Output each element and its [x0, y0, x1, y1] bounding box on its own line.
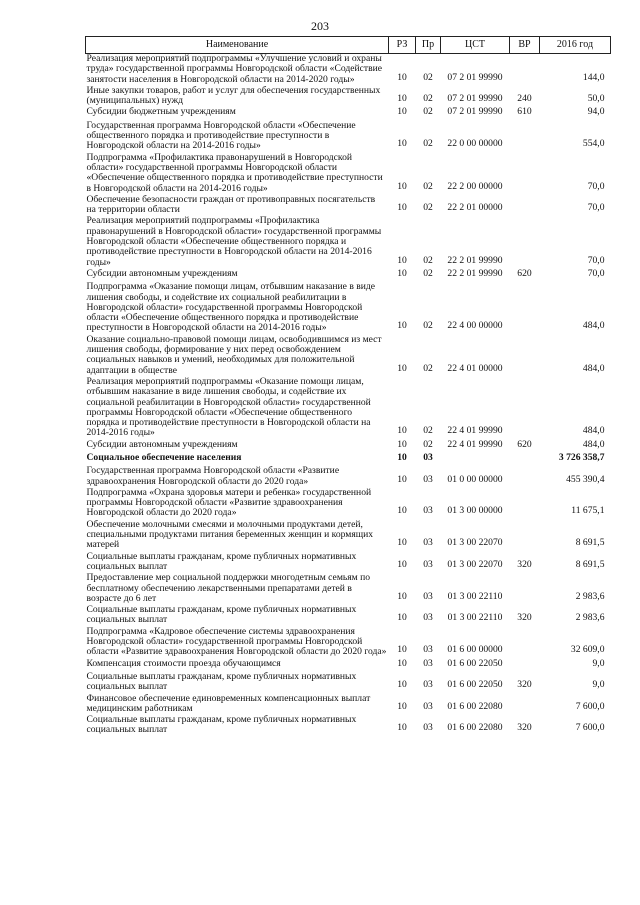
row-pr: 03 [423, 558, 433, 570]
row-vr: 610 [517, 106, 532, 118]
row-pr: 03 [423, 537, 433, 549]
table-row [86, 195, 611, 217]
table-row [86, 377, 611, 440]
row-pr: 03 [423, 657, 433, 669]
row-amount: 70,0 [587, 254, 605, 266]
table-row [86, 488, 611, 520]
row-pr: 03 [423, 644, 433, 656]
row-name: Социальные выплаты гражданам, кроме публичных нормативных социальных выплат [86, 714, 357, 736]
row-amount: 9,0 [592, 679, 605, 691]
row-vr [510, 488, 540, 520]
table-row [86, 672, 611, 694]
table-row [86, 121, 611, 153]
row-name: Предоставление мер социальной поддержки многодетным семьям по бесплатному обеспечению лекарственными препаратами детей в возрасте до 6 лет [86, 572, 371, 604]
row-cst: 22 4 01 00000 [447, 362, 503, 374]
row-vr [510, 520, 540, 552]
row-amount: 3 726 358,7 [558, 451, 605, 463]
row-name: Государственная программа Новгородской области «Обеспечение общественного порядка и противодействие преступности в Новгородской области на 2014-2016 годы» [86, 119, 356, 152]
row-pr: 03 [423, 612, 433, 624]
row-cst: 01 3 00 22110 [447, 612, 503, 624]
row-pr: 02 [423, 425, 433, 437]
row-vr [510, 282, 540, 334]
row-amount: 484,0 [582, 320, 605, 332]
row-cst: 07 2 01 99990 [447, 93, 503, 105]
row-rz: 10 [397, 362, 407, 374]
row-cst: 22 2 01 99990 [447, 254, 503, 266]
row-rz: 10 [397, 202, 407, 214]
row-cst [441, 453, 510, 466]
row-pr: 02 [423, 106, 433, 118]
row-vr [510, 121, 540, 153]
row-vr [510, 659, 540, 672]
header-amount: 2016 год [540, 37, 611, 54]
row-name: Социальные выплаты гражданам, кроме публичных нормативных социальных выплат [86, 670, 357, 693]
row-name: Подпрограмма «Охрана здоровья матери и ребенка» государственной программы Новгородской области «Развитие здравоохранения Новгородской области до 2020 года» [86, 486, 372, 519]
row-rz: 10 [397, 254, 407, 266]
page-number: 203 [311, 19, 329, 33]
row-amount: 50,0 [587, 93, 605, 105]
row-cst: 01 6 00 22050 [447, 657, 503, 669]
table-row [86, 694, 611, 716]
row-rz: 10 [397, 612, 407, 624]
table-row [86, 605, 611, 627]
row-amount: 11 675,1 [571, 505, 605, 517]
row-cst: 07 2 01 99990 [447, 106, 503, 118]
row-amount: 9,0 [592, 657, 605, 669]
row-rz: 10 [397, 537, 407, 549]
table-row [86, 335, 611, 377]
row-name: Реализация мероприятий подпрограммы «Оказание помощи лицам, отбывшим наказание в виде лишения свободы, и содействие их социальной реабилитации в Новгородской области» государственной программы Новгородской области «Обеспечение общественного порядка и противодействие преступности в Новгородской области на 2014-2016 годы» [86, 375, 371, 439]
row-vr [510, 573, 540, 605]
row-cst: 01 6 00 22080 [447, 722, 503, 734]
table-row [86, 552, 611, 574]
row-name: Подпрограмма «Оказание помощи лицам, отбывшим наказание в виде лишения свободы, и содействие их социальной реабилитации в Новгородской области» государственной программы Новгородской области «Обеспечение общественного порядка и противодействие преступности в Новгородской области на 2014-2016 годы» [86, 281, 376, 334]
row-rz: 10 [397, 700, 407, 712]
row-rz: 10 [397, 267, 407, 279]
row-amount: 484,0 [582, 438, 605, 450]
row-vr: 320 [517, 558, 532, 570]
row-amount: 2 983,6 [575, 612, 605, 624]
table-row [86, 440, 611, 453]
row-rz: 10 [397, 425, 407, 437]
row-rz: 10 [397, 106, 407, 118]
row-name: Реализация мероприятий подпрограммы «Улучшение условий и охраны труда» государственной программы Новгородской области «Содействие занятости населения в Новгородской области на 2014-2020 годы» [86, 53, 383, 85]
row-vr: 320 [517, 722, 532, 734]
row-pr: 02 [423, 202, 433, 214]
row-cst: 22 2 00 00000 [447, 180, 503, 192]
row-vr [510, 54, 540, 86]
row-amount: 7 600,0 [575, 700, 605, 712]
row-amount: 70,0 [587, 180, 605, 192]
row-rz: 10 [397, 679, 407, 691]
row-cst: 22 0 00 00000 [447, 138, 503, 150]
row-vr: 620 [517, 267, 532, 279]
row-cst: 01 3 00 22070 [447, 558, 503, 570]
row-name: Подпрограмма «Профилактика правонарушений в Новгородской области» государственной программы Новгородской области «Обеспечение общественного порядка и противодействие преступности в Новгородской области на 2014-2016 годы» [86, 151, 383, 194]
row-vr: 320 [517, 679, 532, 691]
row-rz: 10 [397, 505, 407, 517]
row-rz: 10 [397, 644, 407, 656]
row-rz: 10 [397, 473, 407, 485]
row-vr [510, 216, 540, 268]
table-row [86, 573, 611, 605]
row-name: Подпрограмма «Кадровое обеспечение системы здравоохранения Новгородской области» государственной программы Новгородской области «Развитие здравоохранения Новгородской области до 2020 года» [86, 625, 387, 658]
row-name: Государственная программа Новгородской области «Развитие здравоохранения Новгородской области до 2020 года» [86, 465, 340, 487]
row-name: Социальные выплаты гражданам, кроме публичных нормативных социальных выплат [86, 550, 357, 572]
table-row [86, 627, 611, 659]
row-amount: 455 390,4 [566, 473, 605, 485]
row-vr: 240 [517, 93, 532, 105]
table-row [86, 520, 611, 552]
row-pr: 02 [423, 438, 433, 450]
row-amount: 70,0 [587, 202, 605, 214]
row-name: Финансовое обеспечение единовременных компенсационных выплат медицинским работникам [86, 692, 371, 714]
row-rz: 10 [397, 180, 407, 192]
row-pr: 03 [423, 505, 433, 517]
table-row [86, 107, 611, 120]
row-cst: 01 6 00 00000 [447, 644, 503, 656]
header-pr: Пр [416, 37, 441, 54]
row-name: Субсидии автономным учреждениям [86, 267, 238, 279]
row-vr [510, 453, 540, 466]
row-amount: 8 691,5 [575, 558, 605, 570]
row-rz: 10 [397, 451, 407, 463]
row-pr: 03 [423, 473, 433, 485]
row-cst: 01 0 00 00000 [447, 473, 503, 485]
row-pr: 02 [423, 320, 433, 332]
table-row [86, 715, 611, 737]
row-vr [510, 195, 540, 217]
row-vr [510, 627, 540, 659]
table-row [86, 466, 611, 488]
row-pr: 03 [423, 451, 433, 463]
row-vr [510, 335, 540, 377]
row-amount: 32 609,0 [570, 644, 605, 656]
row-amount: 554,0 [582, 138, 605, 150]
row-pr: 02 [423, 254, 433, 266]
row-cst: 22 4 01 99990 [447, 438, 503, 450]
row-name: Социальные выплаты гражданам, кроме публичных нормативных социальных выплат [86, 604, 357, 626]
table-row [86, 269, 611, 282]
row-amount: 144,0 [582, 71, 605, 83]
row-cst: 01 3 00 22070 [447, 537, 503, 549]
row-vr: 320 [517, 612, 532, 624]
row-amount: 484,0 [582, 425, 605, 437]
row-rz: 10 [397, 71, 407, 83]
row-vr [510, 694, 540, 716]
row-vr [510, 466, 540, 488]
row-rz: 10 [397, 138, 407, 150]
row-name: Реализация мероприятий подпрограммы «Профилактика правонарушений в Новгородской области» государственной программы Новгородской области «Обеспечение общественного порядка и противодействие преступности в Новгородской области на 2014-2016 годы» [86, 215, 382, 268]
row-name: Обеспечение безопасности граждан от противоправных посягательств на территории области [86, 193, 376, 216]
row-cst: 22 4 01 99990 [447, 425, 503, 437]
row-amount: 8 691,5 [575, 537, 605, 549]
row-amount: 484,0 [582, 362, 605, 374]
row-cst: 22 2 01 00000 [447, 202, 503, 214]
row-name: Компенсация стоимости проезда обучающимся [86, 657, 281, 669]
table-row [86, 282, 611, 334]
row-pr: 03 [423, 722, 433, 734]
row-cst: 01 3 00 00000 [447, 505, 503, 517]
header-vr: ВР [510, 37, 540, 54]
row-cst: 22 2 01 99990 [447, 267, 503, 279]
row-pr: 02 [423, 267, 433, 279]
row-rz: 10 [397, 320, 407, 332]
row-name: Обеспечение молочными смесями и молочными продуктами детей, специальными продуктами питания беременных женщин и кормящих матерей [86, 518, 374, 551]
table-row [86, 86, 611, 108]
row-cst: 07 2 01 99990 [447, 71, 503, 83]
row-rz: 10 [397, 722, 407, 734]
row-pr: 02 [423, 71, 433, 83]
row-name: Оказание социально-правовой помощи лицам, освободившимся из мест лишения свободы, формирование у них перед освобождением социальных навыков и умений, необходимых для положительной адаптации в обществе [86, 333, 382, 376]
row-cst: 01 6 00 22080 [447, 700, 503, 712]
row-vr: 620 [517, 438, 532, 450]
row-rz: 10 [397, 438, 407, 450]
header-rz: РЗ [389, 37, 416, 54]
row-name: Иные закупки товаров, работ и услуг для обеспечения государственных (муниципальных) нужд [86, 84, 381, 107]
table-row [86, 54, 611, 86]
header-name: Наименование [86, 37, 389, 54]
row-amount: 7 600,0 [575, 722, 605, 734]
row-amount: 70,0 [587, 267, 605, 279]
row-pr: 03 [423, 679, 433, 691]
row-pr: 03 [423, 700, 433, 712]
table-header-row [86, 37, 611, 54]
row-amount: 2 983,6 [575, 590, 605, 602]
table-row [86, 453, 611, 466]
row-cst: 01 3 00 22110 [447, 590, 503, 602]
row-rz: 10 [397, 93, 407, 105]
row-pr: 02 [423, 180, 433, 192]
table-row [86, 216, 611, 268]
table-body [86, 54, 611, 737]
row-rz: 10 [397, 558, 407, 570]
row-amount: 94,0 [587, 106, 605, 118]
row-vr [510, 153, 540, 195]
row-name: Субсидии бюджетным учреждениям [86, 106, 236, 118]
row-rz: 10 [397, 590, 407, 602]
row-name: Субсидии автономным учреждениям [86, 438, 238, 450]
row-vr [510, 377, 540, 440]
row-cst: 01 6 00 22050 [447, 679, 503, 691]
header-cst: ЦСТ [441, 37, 510, 54]
row-pr: 02 [423, 138, 433, 150]
row-pr: 02 [423, 93, 433, 105]
row-cst: 22 4 00 00000 [447, 320, 503, 332]
table-row [86, 659, 611, 672]
row-rz: 10 [397, 657, 407, 669]
row-name: Социальное обеспечение населения [86, 451, 242, 463]
budget-table [85, 36, 611, 737]
table-row [86, 153, 611, 195]
row-pr: 02 [423, 362, 433, 374]
row-pr: 03 [423, 590, 433, 602]
